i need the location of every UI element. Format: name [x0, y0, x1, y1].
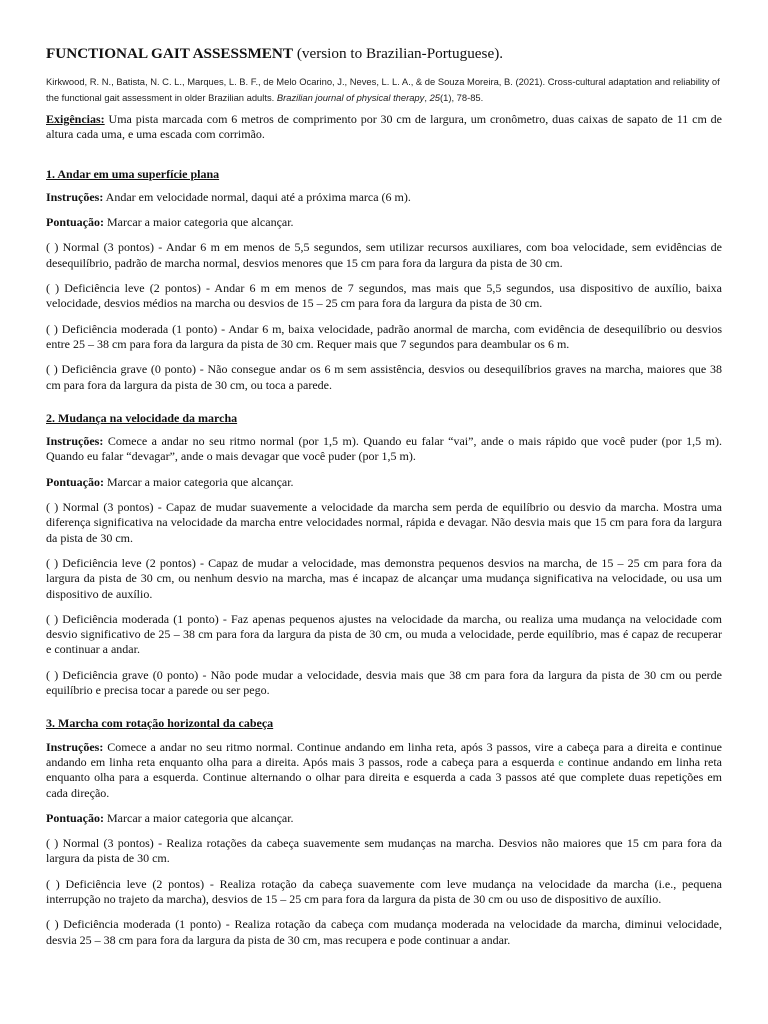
title-bold: FUNCTIONAL GAIT ASSESSMENT [46, 45, 294, 62]
section-heading: 3. Marcha com rotação horizontal da cabeça [46, 716, 274, 731]
reference-volume-sep: , [424, 92, 430, 103]
reference-citation [46, 74, 722, 106]
scoring-option: ( ) Deficiência moderada (1 ponto) - Andar 6 m, baixa velocidade, padrão anormal de marcha, com evidência de desequilíbrio ou desvios entre 25 – 38 cm para fora da largura da pista de 30 cm. Requer mais que 7 segundos para deambular os 6 m. [46, 321, 722, 351]
requirements-paragraph [46, 112, 722, 143]
scoring-option: ( ) Normal (3 pontos) - Realiza rotações da cabeça suavemente sem mudanças na marcha. Desvios não maiores que 15 cm para fora da largura da pista de 30 cm. [46, 836, 722, 866]
scoring-label: Pontuação: [46, 474, 104, 489]
reference-journal: Brazilian journal of physical therapy [276, 92, 425, 103]
scoring-option: ( ) Normal (3 pontos) - Capaz de mudar suavemente a velocidade da marcha sem perda de equilíbrio ou desvio da marcha. Mostra uma diferença significativa na velocidade da marcha entre velocidades normal, rápida e devagar. Não desvia mais que 15 cm para fora da largura da pista de 30 cm. [46, 500, 722, 545]
requirements-label: Exigências: [46, 112, 105, 126]
instructions-label: Instruções: [46, 739, 104, 754]
instructions-text: Andar em velocidade normal, daqui até a próxima marca (6 m). [103, 189, 411, 204]
section-instructions [46, 190, 722, 205]
scoring-label: Pontuação: [46, 215, 104, 230]
section-heading: 2. Mudança na velocidade da marcha [46, 410, 238, 425]
title-rest: (version to Brazilian-Portuguese). [293, 45, 504, 62]
scoring-text: Marcar a maior categoria que alcançar. [104, 474, 294, 489]
instructions-text: Comece a andar no seu ritmo normal (por 1,5 m). Quando eu falar “vai”, ande o mais rápido que você puder (por 1,5 m). Quando eu falar “devagar”, ande o mais devagar que você puder (por 1,5 m). [46, 434, 722, 464]
section-heading: 1. Andar em uma superfície plana [46, 166, 220, 181]
scoring-option: ( ) Deficiência moderada (1 ponto) - Faz apenas pequenos ajustes na velocidade da marcha, ou realiza uma mudança na velocidade com desvio significativo de 25 – 38 cm para fora da largura da pista de 30 cm, ou muda a velocidade, perde equilíbrio, mas é capaz de recuperar e continuar a andar. [46, 611, 722, 657]
reference-pages: (1), 78-85. [440, 92, 484, 103]
instructions-label: Instruções: [46, 189, 104, 204]
scoring-label: Pontuação: [46, 810, 104, 825]
document-title [46, 44, 722, 64]
scoring-option: ( ) Normal (3 pontos) - Andar 6 m em menos de 5,5 segundos, sem utilizar recursos auxiliares, com boa velocidade, sem evidências de desequilíbrio, padrão de marcha normal, desvios menores que 15 cm para fora da largura da pista de 30 cm. [46, 240, 722, 270]
section-scoring [46, 475, 722, 490]
instructions-label: Instruções: [46, 434, 104, 449]
reference-authors: Kirkwood, R. N., Batista, N. C. L., Marques, L. B. F., de Melo Ocarino, J., Neves, L. L. A., & de Souza Moreira, B. (2021). Cross-cultural adaptation and reliability of the functional gait assessment in older Brazilian adults. [46, 76, 720, 103]
reference-volume: 25 [429, 92, 440, 103]
scoring-option: ( ) Deficiência grave (0 ponto) - Não consegue andar os 6 m sem assistência, desvios ou desequilíbrios graves na marcha, maiores que 38 cm para fora da largura da pista de 30 cm, ou toca a parede. [46, 362, 722, 392]
scoring-text: Marcar a maior categoria que alcançar. [104, 810, 294, 825]
section-instructions [46, 434, 722, 465]
scoring-option: ( ) Deficiência grave (0 ponto) - Não pode mudar a velocidade, desvia mais que 38 cm para fora da largura da pista de 30 cm ou perde equilíbrio e precisa tocar a parede ou ser pego. [46, 667, 722, 698]
section-instructions [46, 740, 722, 801]
scoring-option: ( ) Deficiência moderada (1 ponto) - Realiza rotação da cabeça com mudança moderada na velocidade da marcha, diminui velocidade, desvia 25 – 38 cm para fora da largura da pista de 30 cm, mas recupera e pode continuar a andar. [46, 917, 722, 947]
instructions-text-e: e [558, 754, 564, 769]
instructions-text-a: Comece a andar no seu ritmo normal. Continue andando em linha reta, após 3 passos, vire a cabeça para a direita e continue andando em linha reta enquanto olha para a direita. Após mais 3 passos, rode a cabeça para a esquerda [46, 739, 722, 769]
section-scoring [46, 811, 722, 826]
section-scoring [46, 215, 722, 230]
scoring-option: ( ) Deficiência leve (2 pontos) - Andar 6 m em menos de 7 segundos, mas mais que 5,5 segundos, usa dispositivo de auxílio, baixa velocidade, desvios médios na marcha ou desvios de 15 – 25 cm para fora da largura da pista de 30 cm. [46, 281, 722, 311]
requirements-text: Uma pista marcada com 6 metros de comprimento por 30 cm de largura, um cronômetro, duas caixas de sapato de 11 cm de altura cada uma, e uma escada com corrimão. [46, 112, 722, 142]
scoring-option: ( ) Deficiência leve (2 pontos) - Realiza rotação da cabeça suavemente com leve mudança na velocidade da marcha (i.e., pequena interrupção no trajeto da marcha), desvios de 15 – 25 cm para fora da largura da pista de 30 cm ou uso de dispositivo de auxílio. [46, 876, 722, 906]
scoring-option: ( ) Deficiência leve (2 pontos) - Capaz de mudar a velocidade, mas demonstra pequenos desvios na marcha, de 15 – 25 cm para fora da largura da pista de 30 cm, ou nenhum desvio na marcha, mas é incapaz de alcançar uma mudança significativa na velocidade, ou usa um dispositivo de auxílio. [46, 555, 722, 601]
instructions-text-b: continue andando em linha reta enquanto olha para a esquerda. Continue alternando o olhar para direita e esquerda a cada 3 passos até que complete duas repetições em cada direção. [46, 754, 722, 800]
scoring-text: Marcar a maior categoria que alcançar. [104, 215, 294, 230]
